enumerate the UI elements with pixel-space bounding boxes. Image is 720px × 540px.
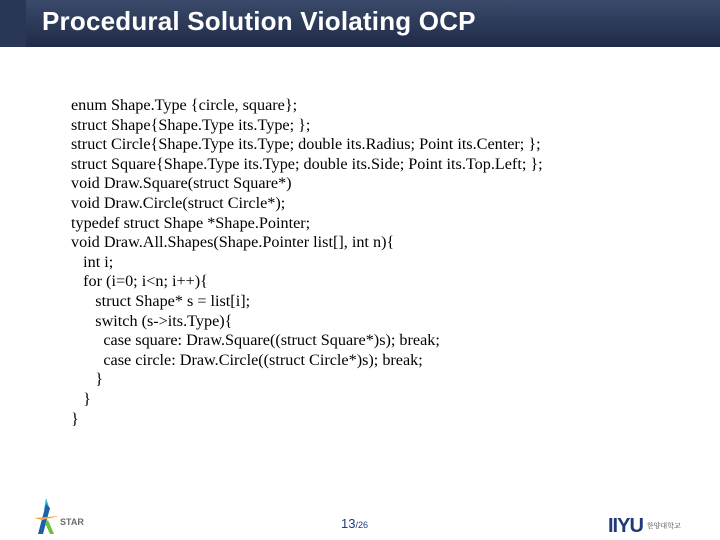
university-logo-mark: IIYU <box>608 514 643 537</box>
code-block <box>71 96 543 429</box>
code-line: case circle: Draw.Circle((struct Circle*)s); break; <box>71 350 423 369</box>
title-bar <box>0 0 720 47</box>
code-line: struct Shape* s = list[i]; <box>71 291 251 310</box>
code-line: } <box>71 409 79 428</box>
code-line: enum Shape.Type {circle, square}; <box>71 96 298 114</box>
page-total: /26 <box>355 520 368 530</box>
star-logo-icon <box>30 496 90 536</box>
code-line: struct Square{Shape.Type its.Type; double its.Side; Point its.Top.Left; }; <box>71 154 543 173</box>
code-line: for (i=0; i<n; i++){ <box>71 272 208 291</box>
code-line: switch (s->its.Type){ <box>71 311 233 330</box>
university-logo-sub: 한양대학교 <box>646 522 681 530</box>
page-current: 13 <box>341 516 356 531</box>
code-line: } <box>71 389 91 408</box>
code-line: case square: Draw.Square((struct Square*)s); break; <box>71 331 440 350</box>
title-accent <box>0 0 26 47</box>
slide-title: Procedural Solution Violating OCP <box>42 6 476 36</box>
code-line: } <box>71 370 104 389</box>
star-logo-text: STAR <box>60 517 84 527</box>
code-line: int i; <box>71 252 114 271</box>
page-number <box>341 516 368 531</box>
code-line: void Draw.All.Shapes(Shape.Pointer list[], int n){ <box>71 233 395 252</box>
code-line: struct Shape{Shape.Type its.Type; }; <box>71 115 311 134</box>
code-line: typedef struct Shape *Shape.Pointer; <box>71 213 311 232</box>
university-logo <box>608 515 683 537</box>
code-line: struct Circle{Shape.Type its.Type; double its.Radius; Point its.Center; }; <box>71 135 541 154</box>
code-line: void Draw.Circle(struct Circle*); <box>71 193 286 212</box>
code-line: void Draw.Square(struct Square*) <box>71 174 292 193</box>
